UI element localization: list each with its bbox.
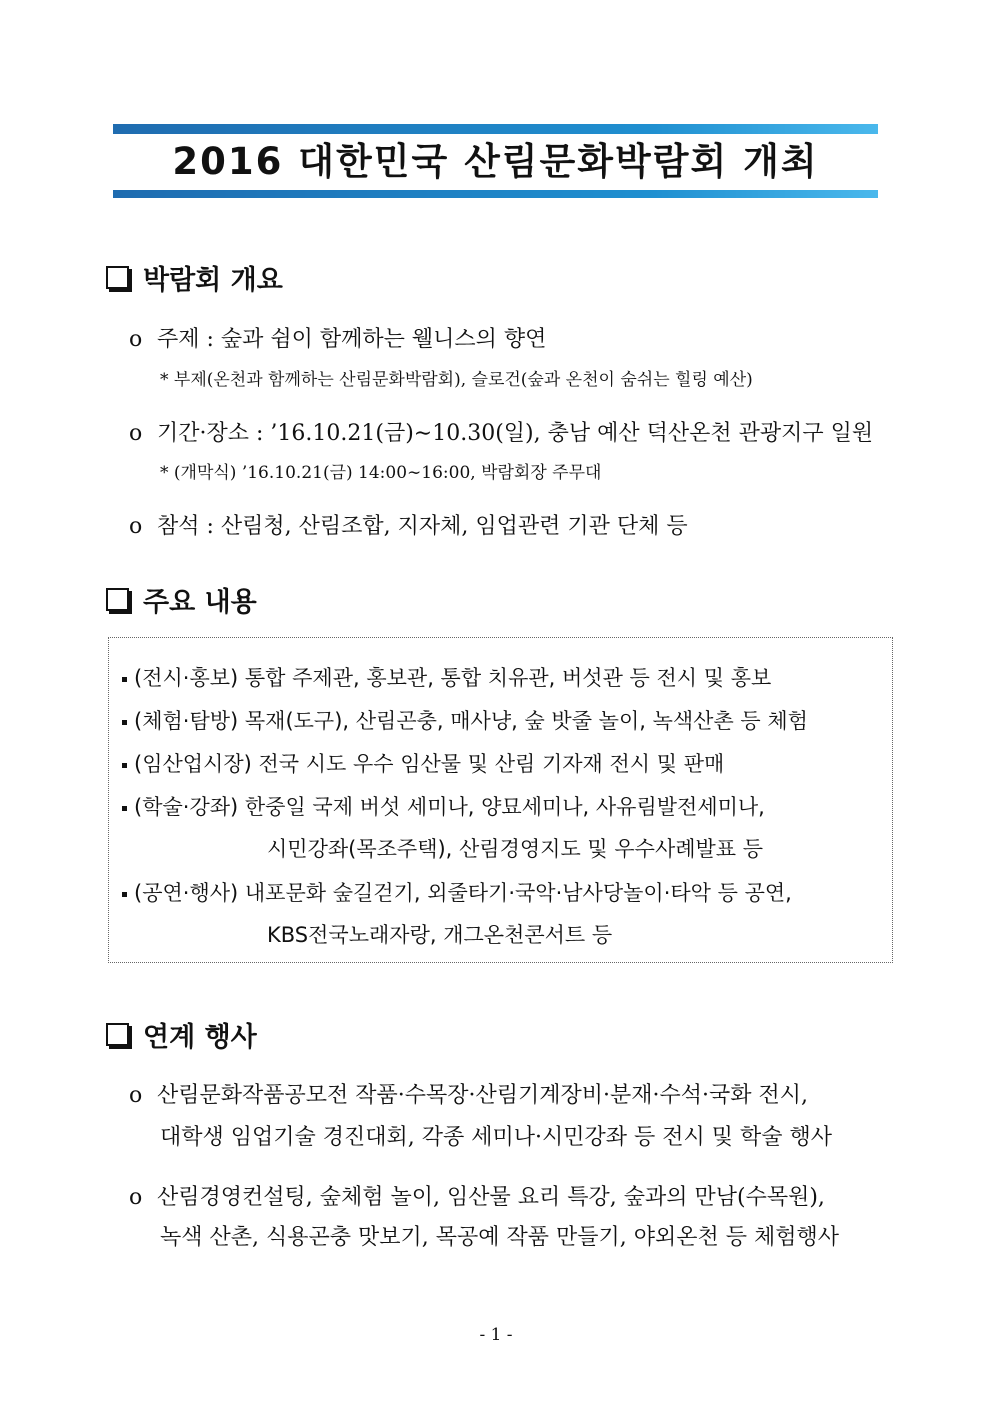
checkbox-square-icon xyxy=(106,1023,129,1046)
section-heading-related xyxy=(106,1015,257,1054)
content-item-experience: (체험·탐방) 목재(도구), 산림곤충, 매사냥, 숲 밧줄 놀이, 녹색산촌 등 체험 xyxy=(122,705,808,735)
square-bullet-icon xyxy=(122,720,127,725)
content-item-performance-cont: KBS전국노래자랑, 개그온천콘서트 등 xyxy=(267,923,613,947)
overview-theme-note: * 부제(온천과 함께하는 산림문화박람회), 슬로건(숲과 온천이 숨쉬는 힐링 예산) xyxy=(160,370,753,390)
section-heading-overview xyxy=(106,258,283,297)
section-heading-main-content xyxy=(106,580,257,619)
overview-theme: 주제 : 숲과 쉼이 함께하는 웰니스의 향연 xyxy=(157,327,547,352)
overview-attendees-line xyxy=(129,509,688,540)
checkbox-square-icon xyxy=(106,588,129,611)
section-heading-label: 주요 내용 xyxy=(143,587,257,618)
overview-period: 기간·장소 : ’16.10.21(금)∼10.30(일), 충남 예산 덕산온천 관광지구 일원 xyxy=(157,421,874,446)
square-bullet-icon xyxy=(122,677,127,682)
related-item-2-line2: 녹색 산촌, 식용곤충 맛보기, 목공예 작품 만들기, 야외온천 등 체험행사 xyxy=(160,1225,839,1250)
title-banner xyxy=(113,124,878,198)
section-heading-label: 박람회 개요 xyxy=(143,265,283,296)
square-bullet-icon xyxy=(122,892,127,897)
content-item-performance: (공연·행사) 내포문화 숲길걷기, 외줄타기·국악·남사당놀이·타악 등 공연, xyxy=(122,877,792,907)
overview-period-line xyxy=(129,416,873,447)
content-item-market: (임산업시장) 전국 시도 우수 임산물 및 산림 기자재 전시 및 판매 xyxy=(122,748,724,778)
checkbox-square-icon xyxy=(106,266,129,289)
content-item-academic-cont: 시민강좌(목조주택), 산림경영지도 및 우수사례발표 등 xyxy=(267,837,764,861)
bullet-marker: o xyxy=(129,327,143,352)
content-item-academic: (학술·강좌) 한중일 국제 버섯 세미나, 양묘세미나, 사유림발전세미나, xyxy=(122,791,765,821)
overview-attendees: 참석 : 산림청, 산림조합, 지자체, 임업관련 기관 단체 등 xyxy=(157,514,688,539)
square-bullet-icon xyxy=(122,806,127,811)
square-bullet-icon xyxy=(122,763,127,768)
title-bar-bottom xyxy=(113,190,878,198)
content-item-exhibition: (전시·홍보) 통합 주제관, 홍보관, 통합 치유관, 버섯관 등 전시 및 홍보 xyxy=(122,662,771,692)
bullet-marker: o xyxy=(129,421,143,446)
related-item-1-line1: o 산림문화작품공모전 작품·수목장·산림기계장비·분재·수석·국화 전시, xyxy=(129,1083,809,1108)
overview-period-note: * (개막식) ’16.10.21(금) 14:00∼16:00, 박람회장 주무대 xyxy=(160,463,602,483)
bullet-marker: o xyxy=(129,1083,143,1108)
title-bar-top xyxy=(113,124,878,134)
page-number: - 1 - xyxy=(479,1325,513,1345)
page-title: 2016 대한민국 산림문화박람회 개최 xyxy=(172,140,819,183)
related-item-1-line2: 대학생 임업기술 경진대회, 각종 세미나·시민강좌 등 전시 및 학술 행사 xyxy=(160,1125,832,1150)
section-heading-label: 연계 행사 xyxy=(143,1022,257,1053)
related-item-2-line1: o 산림경영컨설팅, 숲체험 놀이, 임산물 요리 특강, 숲과의 만남(수목원), xyxy=(129,1185,825,1210)
overview-theme-line xyxy=(129,322,546,353)
bullet-marker: o xyxy=(129,1185,143,1210)
bullet-marker: o xyxy=(129,514,143,539)
